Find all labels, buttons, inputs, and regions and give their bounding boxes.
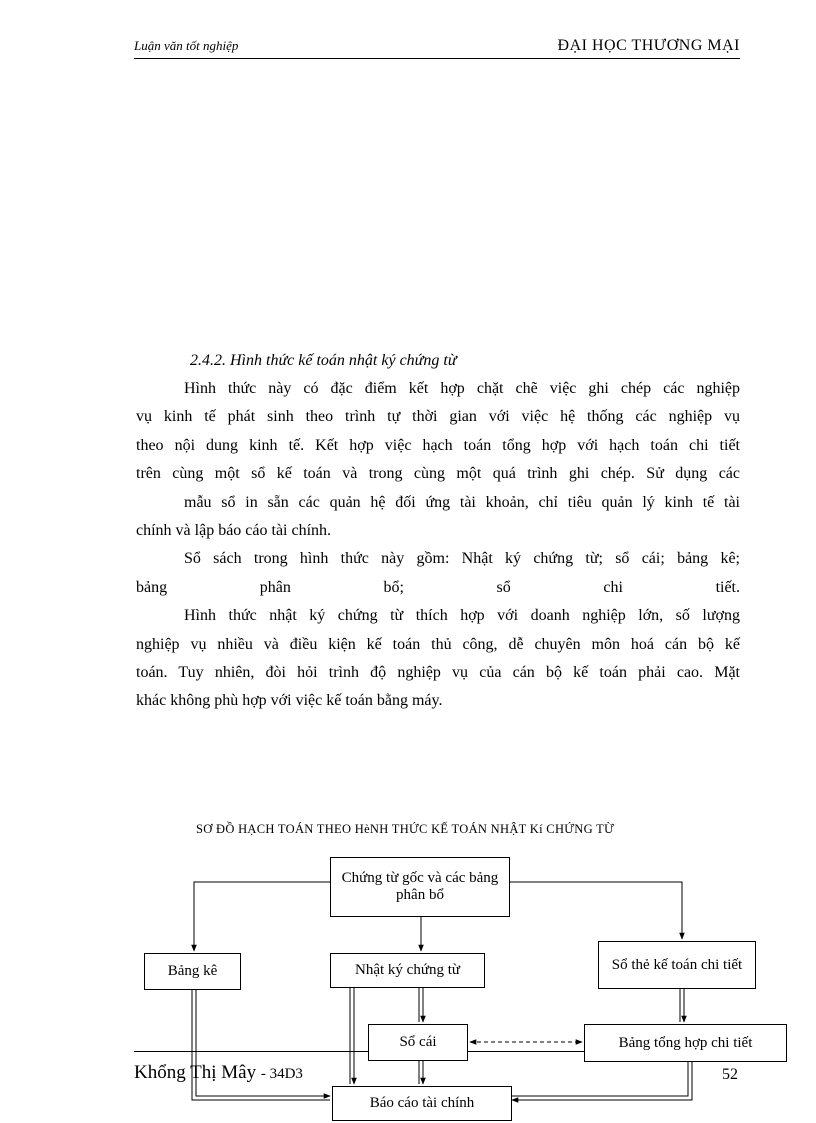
paragraph-3-line-1: Hình thức nhật ký chứng từ thích hợp với doanh nghiệp lớn, số lượng [184,607,740,625]
paragraph-1-line-1: Hình thức này có đặc điểm kết hợp chặt chẽ việc ghi chép các nghiệp [184,380,740,397]
header-right-title: ĐẠI HỌC THƯƠNG MẠI [557,37,740,54]
paragraph-3-line-2: nghiệp vụ nhiều và điều kiện kế toán thủ công, dễ chuyên môn hoá cán bộ kế [136,635,740,653]
paragraph-3-line-3: toán. Tuy nhiên, đòi hỏi trình độ nghiệp vụ của cán bộ kế toán phải cao. Mặt [136,664,740,682]
box-bang-ke: Bảng kê [144,953,241,990]
paragraph-2-line-2: bảng phân bổ; sổ chi tiết. [136,578,740,596]
paragraph-3-line-4: khác không phù hợp với việc kế toán bằng máy. [136,692,443,710]
paragraph-2-line-1: Sổ sách trong hình thức này gồm: Nhật ký chứng từ; sổ cái; bảng kê; [184,550,740,568]
connector-source-sothe [510,882,682,939]
paragraph-1-line-5: mẫu sổ in sẵn các quản hệ đối ứng tài khoản, chỉ tiêu quản lý kinh tế tài [184,493,740,511]
section-heading: 2.4.2. Hình thức kế toán nhật ký chứng từ [190,352,457,369]
connector-tonghop-baocao-b [512,1062,692,1100]
box-so-the-ke-toan: Sổ thẻ kế toán chi tiết [598,941,756,989]
footer-author [134,1062,303,1084]
header-left-title: Luận văn tốt nghiệp [134,38,239,53]
diagram-title: SƠ ĐỒ HẠCH TOÁN THEO HèNH THỨC KẾ TOÁN NHẬT Kí CHỨNG TỪ [196,822,615,836]
box-nhat-ky-chung-tu: Nhật ký chứng từ [330,953,485,988]
connector-tonghop-baocao-a [512,1062,688,1096]
box-bao-cao-tai-chinh: Báo cáo tài chính [332,1086,512,1121]
paragraph-1-line-6: chính và lập báo cáo tài chính. [136,522,332,540]
box-bang-tong-hop: Bảng tổng hợp chi tiết [584,1024,787,1062]
paragraph-1-line-3: theo nội dung kinh tế. Kết hợp việc hạch toán tổng hợp với hạch toán chi tiết [136,436,740,454]
box-so-cai: Sổ cái [368,1024,468,1061]
paragraph-1-line-4: trên cùng một sổ kế toán và trong cùng một quá trình ghi chép. Sử dụng các [136,465,740,483]
paragraph-1-line-2: vụ kinh tế phát sinh theo trình tự thời gian với việc hệ thống các nghiệp vụ [136,408,740,426]
page-number: 52 [722,1066,738,1083]
box-source-documents: Chứng từ gốc và các bảng phân bổ [330,857,510,917]
footer-author-class: - 34D3 [260,1066,303,1082]
connector-source-bangke [194,882,330,951]
footer-author-name: Khổng Thị Mây [134,1062,257,1083]
